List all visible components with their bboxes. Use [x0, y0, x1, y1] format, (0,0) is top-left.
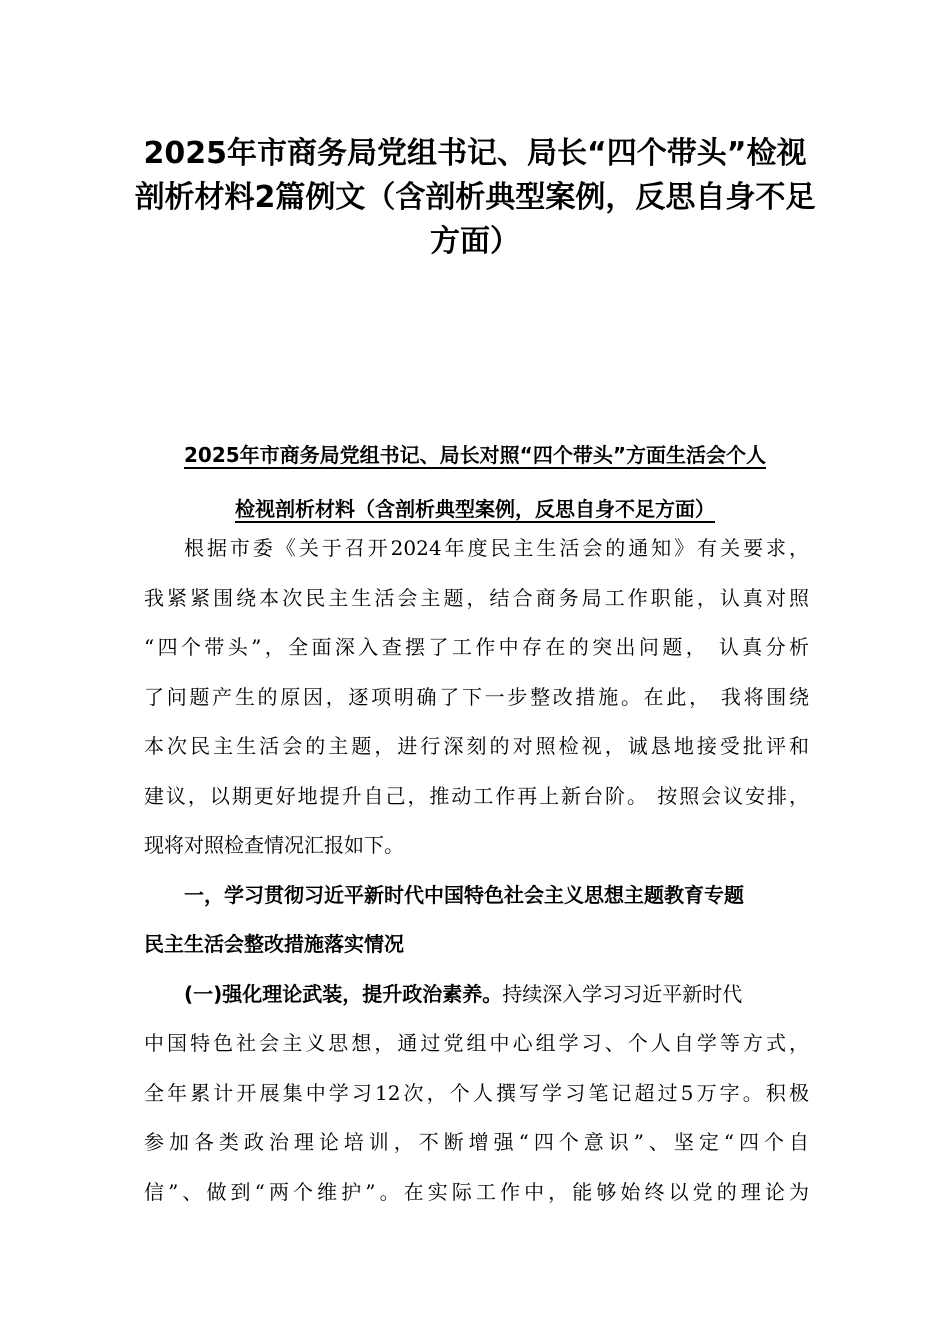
- paragraph-line: 我紧紧围绕本次民主生活会主题，结合商务局工作职能，认真对照: [144, 585, 809, 610]
- paragraph-line: 信”、做到“两个维护”。在实际工作中，能够始终以党的理论为: [144, 1179, 809, 1204]
- paragraph-line: 参加各类政治理论培训，不断增强“四个意识”、坚定“四个自: [144, 1130, 809, 1154]
- paragraph-line: [144, 970, 809, 1020]
- paragraph-line: “四个带头”，全面深入查摆了工作中存在的突出问题， 认真分析: [144, 635, 809, 659]
- section-heading: [144, 871, 809, 970]
- paragraph-line: 根据市委《关于召开2024年度民主生活会的通知》有关要求，: [184, 536, 809, 560]
- title-line: 2025年市商务局党组书记、局长“四个带头”检视: [143, 136, 807, 171]
- subtitle-line: 2025年市商务局党组书记、局长对照“四个带头”方面生活会个人: [184, 443, 766, 467]
- paragraph-line: 本次民主生活会的主题，进行深刻的对照检视，诚恳地接受批评和: [144, 734, 809, 758]
- paragraph-line: 现将对照检查情况汇报如下。: [144, 833, 404, 857]
- section-heading-line: 民主生活会整改措施落实情况: [144, 932, 404, 956]
- intro-paragraph: [144, 524, 809, 871]
- document-subtitle: [120, 428, 830, 536]
- subsection-lead-rest: 持续深入学习习近平新时代: [502, 981, 743, 1006]
- paragraph-line: 建议，以期更好地提升自己，推动工作再上新台阶。 按照会议安排，: [144, 783, 809, 808]
- section-heading-line: 一，学习贯彻习近平新时代中国特色社会主义思想主题教育专题: [184, 882, 744, 907]
- paragraph-line: 了问题产生的原因，逐项明确了下一步整改措施。在此， 我将围绕: [144, 684, 809, 709]
- title-line: 方面）: [430, 224, 520, 259]
- document-body: [144, 524, 809, 1217]
- subtitle-line: 检视剖析材料（含剖析典型案例，反思自身不足方面）: [235, 497, 715, 521]
- document-title: [100, 132, 850, 264]
- title-line: 剖析材料2篇例文（含剖析典型案例，反思自身不足: [134, 180, 816, 215]
- subsection-lead: (一)强化理论武装，提升政治素养。: [184, 981, 503, 1006]
- paragraph-line: 全年累计开展集中学习12次，个人撰写学习笔记超过5万字。积极: [144, 1080, 809, 1105]
- paragraph-line: 中国特色社会主义思想，通过党组中心组学习、个人自学等方式，: [144, 1031, 809, 1055]
- subsection-paragraph: [144, 970, 809, 1218]
